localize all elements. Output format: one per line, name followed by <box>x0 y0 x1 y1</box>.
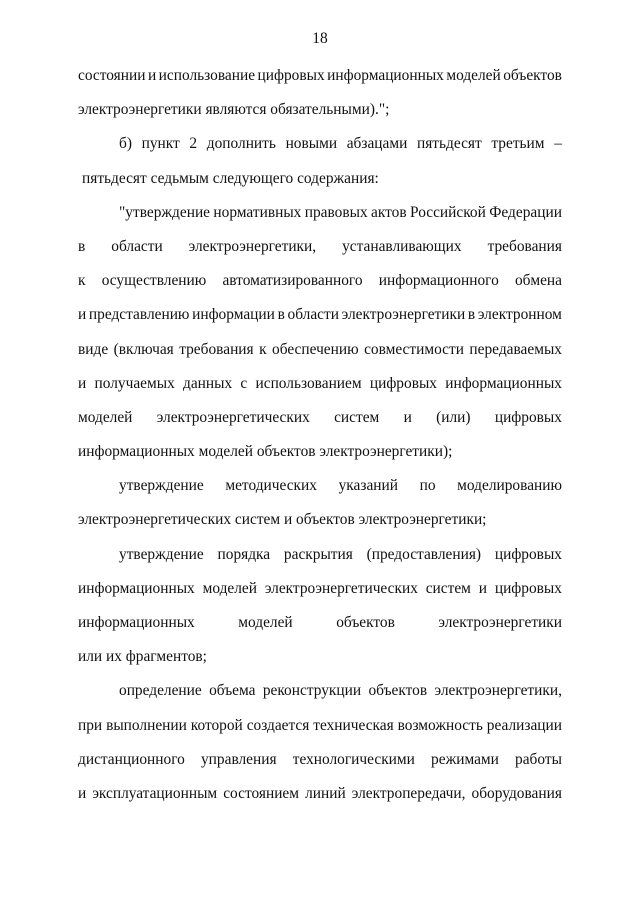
word: – <box>554 135 562 153</box>
word: которой <box>190 716 243 734</box>
word: обмена <box>514 272 562 290</box>
word: и <box>403 408 412 426</box>
text-line <box>78 203 562 237</box>
text-line: электроэнергетических систем и объектов электроэнергетики; <box>78 511 487 529</box>
word: получаемых <box>94 374 175 392</box>
word: моделей <box>238 614 293 631</box>
word: информационных <box>78 579 195 597</box>
word: линий <box>305 784 346 802</box>
word: информационных <box>78 614 195 631</box>
word: информационных <box>327 67 444 84</box>
word: и <box>78 306 87 324</box>
word: (или) <box>436 408 471 426</box>
word: Российской <box>410 203 486 221</box>
word: систем <box>425 579 471 597</box>
word: в <box>277 306 285 324</box>
word: и <box>78 374 87 392</box>
word: раскрытия <box>283 545 353 563</box>
word: цифровых <box>257 67 325 84</box>
word: устанавливающих <box>342 237 462 255</box>
word: реконструкции <box>262 682 362 700</box>
word: обеспечению <box>272 340 359 358</box>
word: к <box>78 272 86 290</box>
word: систем <box>334 408 380 426</box>
word: нормативных <box>213 203 302 221</box>
text-line <box>78 545 562 579</box>
word: пункт <box>141 135 180 153</box>
word: автоматизированного <box>222 272 363 290</box>
word: моделей <box>78 408 133 426</box>
word: информации <box>192 306 275 324</box>
word: объектов <box>368 682 428 700</box>
text-line <box>78 784 562 818</box>
word: с <box>240 374 248 392</box>
word: Федерации <box>489 203 562 221</box>
text-line: электроэнергетики являются обязательными)."; <box>78 101 390 119</box>
word: дистанционного <box>78 750 185 768</box>
word: реализации <box>486 716 562 734</box>
word: возможность <box>397 716 483 734</box>
word: информационных <box>445 374 562 392</box>
word: утверждение <box>119 477 204 495</box>
word: к <box>259 340 267 358</box>
word: б) <box>119 135 132 153</box>
text-line <box>78 579 562 613</box>
word: моделей <box>202 579 257 597</box>
word: пятьдесят <box>416 135 482 153</box>
word: области <box>287 306 339 324</box>
word: электроэнергетики, <box>434 682 562 700</box>
word: в <box>78 237 86 255</box>
text-line: пятьдесят седьмым следующего содержания: <box>82 169 379 187</box>
text-line <box>78 134 562 168</box>
word: электроэнергетики, <box>188 237 317 255</box>
word: определение <box>119 682 202 700</box>
word: цифровых <box>494 408 562 426</box>
word: методических <box>225 477 317 495</box>
word: цифровых <box>494 545 562 563</box>
word: области <box>111 237 163 255</box>
word: электроэнергетики <box>438 614 562 631</box>
word: состоянии <box>78 67 146 84</box>
text-line <box>78 271 562 305</box>
word: порядка <box>217 545 271 563</box>
text-line <box>78 613 562 647</box>
word: представлению <box>88 306 190 324</box>
word: использование <box>158 67 256 84</box>
word: виде <box>78 340 109 358</box>
word: и <box>78 784 87 802</box>
text-line <box>78 750 562 784</box>
word: дополнить <box>206 135 276 153</box>
text-line <box>78 408 562 442</box>
word: управления <box>200 750 277 768</box>
word: состоянием <box>223 784 300 802</box>
word: создается <box>246 716 310 734</box>
word: объектов <box>503 67 562 84</box>
word: работы <box>515 750 562 768</box>
word: моделей <box>446 67 501 84</box>
text-line <box>78 681 562 715</box>
text-line <box>78 476 562 510</box>
word: объектов <box>336 614 395 631</box>
word: данных <box>183 374 233 392</box>
word: оборудования <box>471 784 562 802</box>
word: третьим <box>491 135 545 153</box>
text-line <box>78 716 562 750</box>
word: утверждение <box>119 545 204 563</box>
word: в <box>467 306 476 324</box>
word: режимами <box>431 750 499 768</box>
text-line <box>78 237 562 271</box>
word: 2 <box>189 135 198 153</box>
word: указаний <box>338 477 398 495</box>
text-line: или их фрагментов; <box>78 648 207 666</box>
word: информационного <box>378 272 499 290</box>
word: электропередачи, <box>351 784 466 802</box>
word: новыми <box>285 135 338 153</box>
word: использованием <box>255 374 362 392</box>
word: (предоставления) <box>366 545 482 563</box>
word: эксплуатационным <box>92 784 218 802</box>
word: цифровых <box>494 579 562 597</box>
word: требования <box>179 340 254 358</box>
word: электроэнергетических <box>156 408 310 426</box>
word: и <box>147 67 157 84</box>
page-number: 18 <box>312 30 328 47</box>
word: объема <box>209 682 256 700</box>
word: "утверждение <box>119 203 211 221</box>
word: и <box>478 579 487 597</box>
word: осуществлению <box>101 272 207 290</box>
text-line <box>78 305 562 339</box>
word: при <box>78 716 103 734</box>
word: актов <box>371 203 407 221</box>
word: абзацами <box>346 135 408 153</box>
word: правовых <box>304 203 368 221</box>
word: электроэнергетических <box>264 579 418 597</box>
word: передаваемых <box>469 340 562 358</box>
text-line <box>78 66 562 100</box>
word: выполнении <box>106 716 187 734</box>
word: требования <box>487 237 562 255</box>
word: моделированию <box>457 477 562 495</box>
word: технологическими <box>292 750 415 768</box>
word: по <box>419 477 436 495</box>
word: (включая <box>113 340 174 358</box>
word: электроэнергетики <box>341 306 466 324</box>
word: цифровых <box>369 374 437 392</box>
word: электронном <box>477 306 562 324</box>
text-line <box>78 340 562 374</box>
text-line: информационных моделей объектов электроэнергетики); <box>78 443 453 461</box>
word: техническая <box>313 716 394 734</box>
document-body <box>78 66 562 818</box>
word: совместимости <box>364 340 464 358</box>
text-line <box>78 374 562 408</box>
